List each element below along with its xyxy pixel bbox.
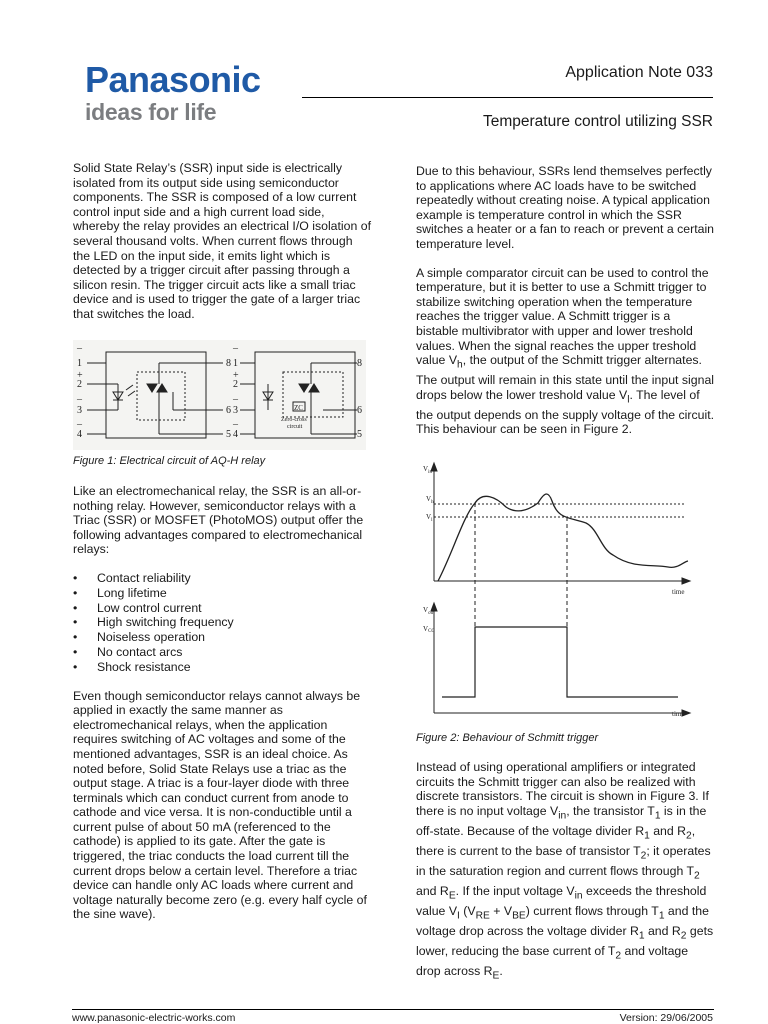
pin-r8-label: 8 [357, 358, 362, 369]
pin-5-label: 5 [226, 429, 231, 440]
logo-tagline: ideas for life [85, 99, 217, 125]
footer-rule [72, 1009, 714, 1010]
schmitt-trigger-graph [418, 457, 710, 723]
figure-2-caption: Figure 2: Behaviour of Schmitt trigger [416, 732, 599, 744]
logo-brand: Panasonic [85, 59, 261, 100]
pin-minus-r3: – [233, 419, 238, 430]
advantages-list [73, 571, 373, 675]
circuit-text: circuit [287, 424, 303, 430]
left-column-intro [73, 161, 373, 336]
pin-2-label: 2 [77, 379, 82, 390]
time-label-top: time [672, 588, 685, 596]
list-item: • Contact reliability [73, 571, 373, 586]
pin-4-label: 4 [77, 429, 82, 440]
footer-url[interactable]: www.panasonic-electric-works.com [72, 1012, 236, 1024]
relay-circuit-diagram [73, 340, 366, 450]
list-item: • No contact arcs [73, 645, 373, 660]
pin-minus-3: – [77, 419, 82, 430]
panasonic-logo [85, 59, 261, 125]
app-note-number: Application Note 033 [565, 64, 713, 81]
pin-plus-1: + [77, 370, 83, 381]
list-item: • Low control current [73, 601, 373, 616]
pin-r6-label: 6 [357, 405, 362, 416]
paragraph-ssr-intro: Solid State Relay’s (SSR) input side is electrically isolated from its output side using semiconductor components. The SSR is composed of a low current control input side and a high current load side, whereby the relay provides an electrical I/O isolation of several thousand volts. When current flows through the LED on the input side, it emits light which is detected by a trigger circuit after passing through a silicon resin. The trigger circuit acts like a small triac device and is used to trigger the gate of a larger triac that switches the load. [73, 161, 372, 321]
vh-label: $V_h$ [426, 495, 434, 505]
pin-minus-r2: – [233, 394, 238, 405]
pin-plus-r: + [233, 370, 239, 381]
vout-label: $V_{out}$ [423, 606, 435, 616]
paragraph-advantages-intro: Like an electromechanical relay, the SSR is an all-or-nothing relay. However, semiconductor relays with a Triac (SSR) or MOSFET (PhotoMOS) output offer the following advantages compared to electromechanical relays: [73, 484, 364, 557]
pin-1-label: 1 [77, 358, 82, 369]
figure-1-caption: Figure 1: Electrical circuit of AQ-H relay [73, 455, 266, 467]
pin-r1-label: 1 [233, 358, 238, 369]
paragraph-applications: Due to this behaviour, SSRs lend themselves perfectly to applications where AC loads have to be switched repeatedly without creating noise. A typical application example is temperature control in which the SSR switches a heater or a fan to reach or prevent a certain temperature level. [416, 164, 715, 251]
figure-1-circuit [73, 340, 366, 450]
text-run: , the output of the Schmitt trigger alternates. The output will remain in this state until the input signal drops below the lower treshold value V [416, 353, 715, 402]
pin-r5-label: 5 [357, 429, 362, 440]
footer-version: Version: 29/06/2005 [619, 1012, 713, 1024]
paragraph-transistor-circuit: Instead of using operational amplifiers or integrated circuits the Schmitt trigger can also be realized with discrete transistors. The circuit is shown in Figure 3. If there is no input voltage $V_{in}$, the transistor $T_1$ is in the off-state. Because of the voltage divider $R_1$ and $R_2$, there is current to the base of transistor $T_2$; it operates in the saturation region and current flows through $T_2$ and $R_E$. If the input voltage $V_{in}$ exceeds the threshold value $V_I$ $(V_{RE} + V_{BE})$ current flows through $T_1$ and the voltage drop across the voltage divider $R_1$ and $R_2$ gets lower, reducing the base current of $T_2$ and voltage drop across $R_E$. [416, 760, 714, 982]
subscript: l [627, 394, 630, 406]
list-item: • High switching frequency [73, 615, 373, 630]
list-item: • Noiseless operation [73, 630, 373, 645]
output-signal [442, 627, 678, 697]
pin-6-label: 6 [226, 405, 231, 416]
subscript: h [457, 359, 463, 371]
text-run: A simple comparator circuit can be used to control the temperature, but it is better to use a Schmitt trigger to stabilize switching operation when the temperature reaches the trigger value. A Schmitt trigger is a bistable multivibrator with upper and lower treshold values. When the signal reaches the upper treshold value V [416, 265, 709, 368]
zero-cross-text: Zero-cross [281, 417, 307, 423]
pin-r4-label: 4 [233, 429, 238, 440]
pin-minus-2: – [77, 394, 82, 405]
figure-2-schmitt-trigger [418, 457, 710, 723]
pin-minus-1: – [77, 343, 82, 354]
vcc-label: VCC [423, 625, 435, 634]
list-item: • Long lifetime [73, 586, 373, 601]
right-column-intro [416, 164, 716, 451]
paragraph-schmitt [416, 266, 716, 437]
left-column-body [73, 484, 373, 936]
paragraph-triac: Even though semiconductor relays cannot always be applied in exactly the same manner as electromechanical relays, when the application requires switching of AC voltages and some of the mentioned advantages, SSR is an ideal choice. As noted before, Solid State Relays use a triac as the output stage. A triac is a four-layer diode with three terminals which can conduct current from anode to cathode and vice versa. It is non-conductible until a current pulse of about 50 mA (referenced to the cathode) is applied to its gate. After the gate is triggered, the triac conducts the load current till the current drops below a certain level. Therefore a triac device can handle only AC loads where current and voltage naturally become zero (e.g. every half cycle of the sine wave). [73, 688, 367, 922]
pin-minus-r1: – [233, 343, 238, 354]
right-column-body [416, 760, 716, 998]
pin-r2-label: 2 [233, 379, 238, 390]
text-run: . The level of the output depends on the supply voltage of the circuit. This behaviour can be seen in Figure 2. [416, 387, 715, 437]
pin-3-label: 3 [77, 405, 82, 416]
header-rule [302, 97, 713, 98]
list-item: • Shock resistance [73, 660, 373, 675]
vl-label: $V_l$ [426, 513, 433, 523]
pin-8-label: 8 [226, 358, 231, 369]
vin-label: $V_{in}$ [423, 465, 432, 475]
time-label-bottom: time [672, 710, 685, 718]
pin-r3-label: 3 [233, 405, 238, 416]
document-title: Temperature control utilizing SSR [482, 113, 713, 130]
zc-label: ZC [294, 404, 303, 412]
